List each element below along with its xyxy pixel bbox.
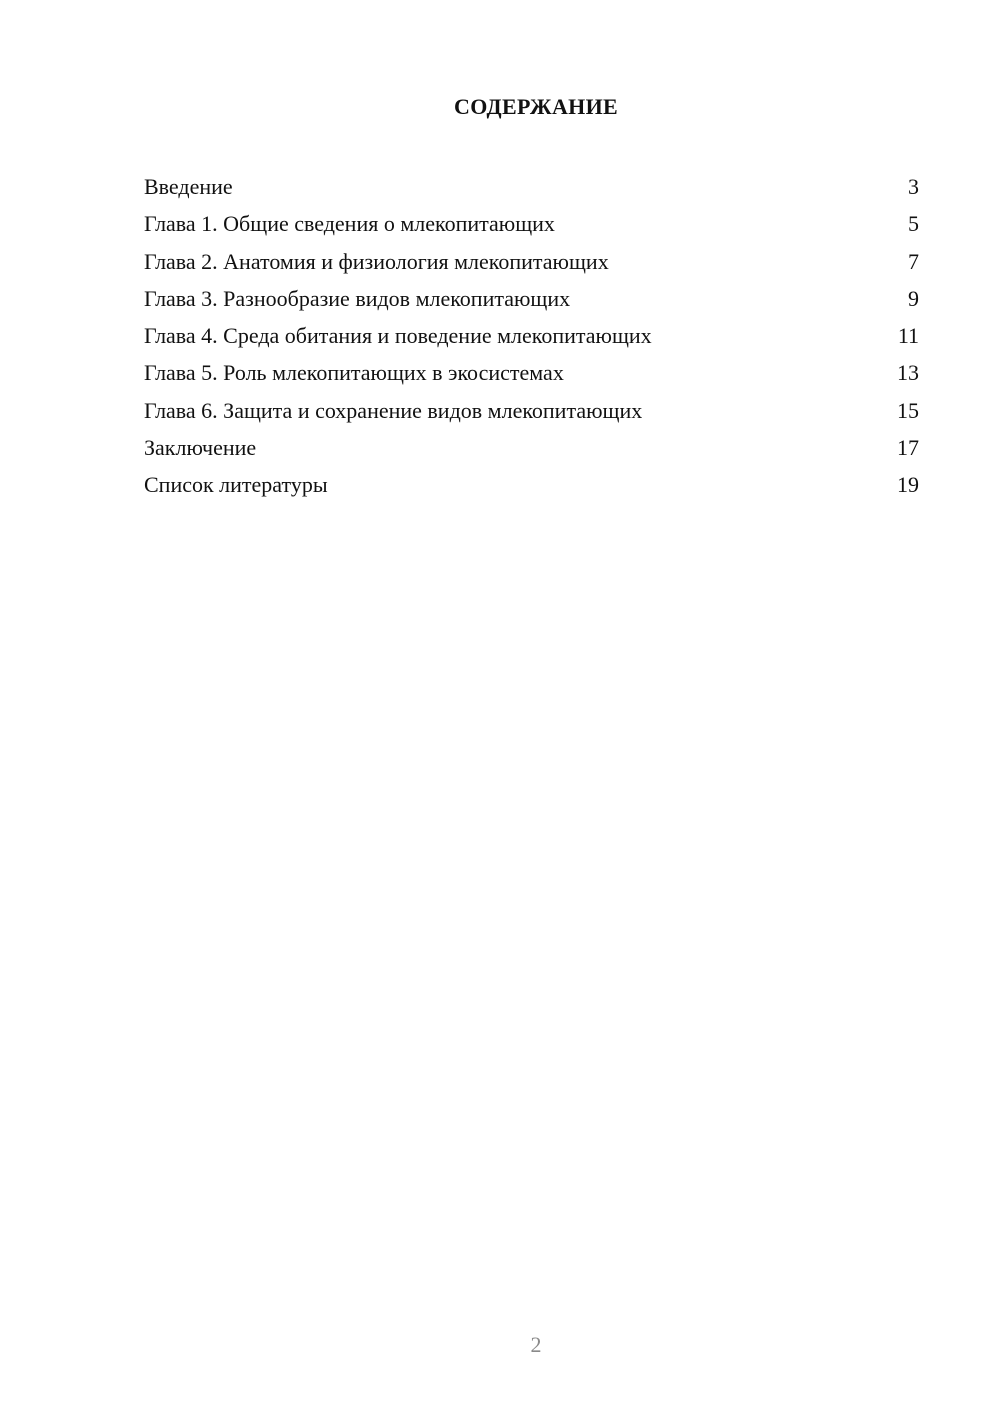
toc-entry-references[interactable] <box>144 466 919 503</box>
toc-entry-title: Глава 5. Роль млекопитающих в экосистемах <box>144 360 564 386</box>
toc-entry-chapter-4[interactable] <box>144 317 919 354</box>
toc-entry-page: 17 <box>897 435 919 461</box>
toc-entry-title: Глава 3. Разнообразие видов млекопитающих <box>144 285 571 311</box>
toc-entry-title: Глава 6. Защита и сохранение видов млекопитающих <box>144 397 643 423</box>
toc-entry-chapter-2[interactable] <box>144 243 919 280</box>
toc-entry-page: 3 <box>908 174 919 199</box>
toc-entry-page: 9 <box>908 285 919 311</box>
table-of-contents <box>144 168 919 504</box>
toc-entry-page: 19 <box>897 472 919 498</box>
toc-entry-title: Глава 4. Среда обитания и поведение млекопитающих <box>144 323 652 349</box>
page-number: 2 <box>530 1332 542 1357</box>
toc-entry-introduction[interactable] <box>144 168 919 205</box>
toc-entry-title: Глава 1. Общие сведения о млекопитающих <box>144 211 555 237</box>
page-title: СОДЕРЖАНИЕ <box>454 94 618 119</box>
toc-entry-page: 7 <box>908 248 919 274</box>
toc-entry-page: 15 <box>897 397 919 423</box>
toc-entry-chapter-3[interactable] <box>144 280 919 317</box>
toc-entry-title: Список литературы <box>144 472 328 498</box>
toc-entry-page: 5 <box>908 211 919 237</box>
toc-entry-chapter-6[interactable] <box>144 392 919 429</box>
toc-entry-title: Глава 2. Анатомия и физиология млекопитающих <box>144 248 609 274</box>
toc-entry-chapter-5[interactable] <box>144 354 919 391</box>
toc-entry-conclusion[interactable] <box>144 429 919 466</box>
toc-entry-title: Введение <box>144 174 233 199</box>
toc-entry-title: Заключение <box>144 435 257 461</box>
toc-entry-chapter-1[interactable] <box>144 205 919 242</box>
toc-entry-page: 11 <box>897 323 919 349</box>
toc-entry-page: 13 <box>897 360 919 386</box>
